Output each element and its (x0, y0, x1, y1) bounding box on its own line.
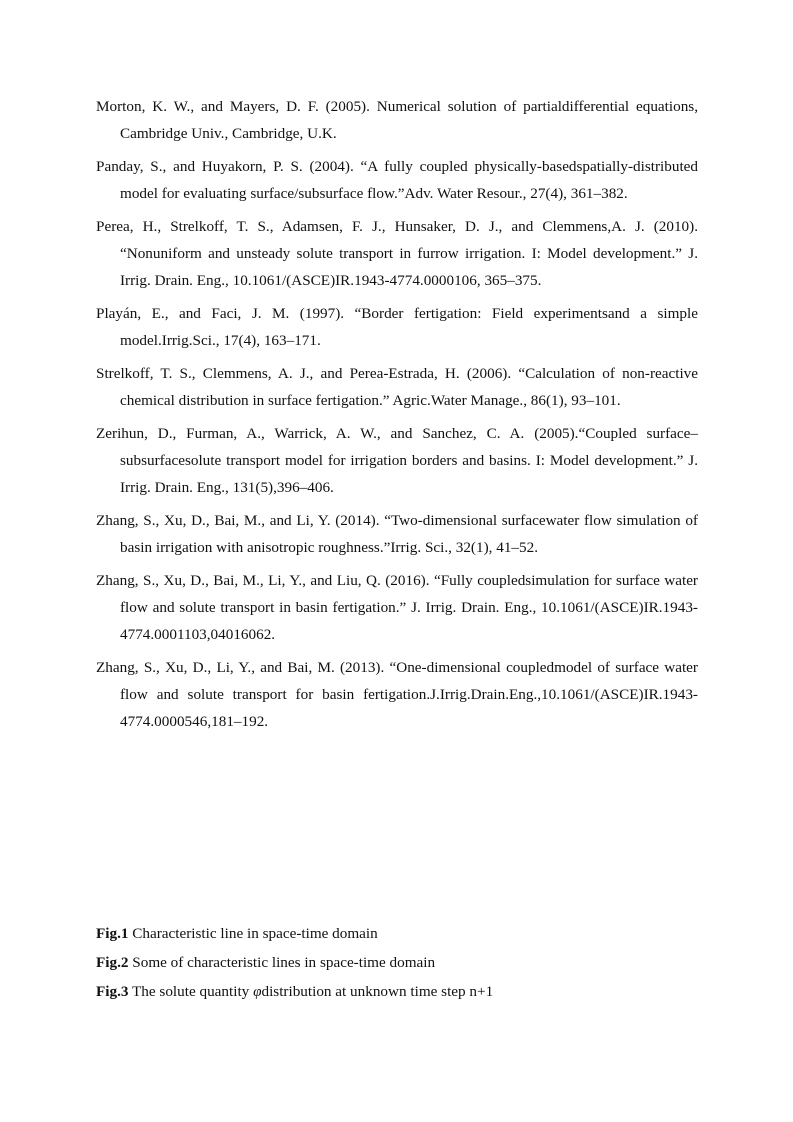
reference-list (96, 93, 698, 741)
reference-entry: Zhang, S., Xu, D., Bai, M., and Li, Y. (2014). “Two-dimensional surfacewater flow simulation of basin irrigation with anisotropic roughness.”Irrig. Sci., 32(1), 41–52. (96, 512, 698, 556)
reference-entry: Zhang, S., Xu, D., Li, Y., and Bai, M. (2013). “One-dimensional coupledmodel of surface water flow and solute transport for basin fertigation.J.Irrig.Drain.Eng.,10.1061/(ASCE)IR.1943-4774.0000546,181–192. (96, 659, 698, 730)
reference-entry: Morton, K. W., and Mayers, D. F. (2005). Numerical solution of partialdifferential equations, Cambridge Univ., Cambridge, U.K. (96, 98, 698, 142)
reference-entry: Zhang, S., Xu, D., Bai, M., Li, Y., and Liu, Q. (2016). “Fully coupledsimulation for surface water flow and solute transport in basin fertigation.” J. Irrig. Drain. Eng., 10.1061/(ASCE)IR.1943-4774.0001103,04016062. (96, 572, 698, 643)
figure-caption-1 (96, 920, 698, 947)
reference-entry: Perea, H., Strelkoff, T. S., Adamsen, F. J., Hunsaker, D. J., and Clemmens,A. J. (2010). “Nonuniform and unsteady solute transport in furrow irrigation. I: Model development.” J. Irrig. Drain. Eng., 10.1061/(ASCE)IR.1943-4774.0000106, 365–375. (96, 218, 698, 289)
figure-caption-3 (96, 978, 698, 1005)
reference-entry: Playán, E., and Faci, J. M. (1997). “Border fertigation: Field experimentsand a simple model.Irrig.Sci., 17(4), 163–171. (96, 305, 698, 349)
figure-caption-2 (96, 949, 698, 976)
reference-entry: Strelkoff, T. S., Clemmens, A. J., and Perea-Estrada, H. (2006). “Calculation of non-reactive chemical distribution in surface fertigation.” Agric.Water Manage., 86(1), 93–101. (96, 365, 698, 409)
reference-entry: Panday, S., and Huyakorn, P. S. (2004). “A fully coupled physically-basedspatially-distributed model for evaluating surface/subsurface flow.”Adv. Water Resour., 27(4), 361–382. (96, 158, 698, 202)
figure-label: Fig.1 (96, 925, 129, 942)
reference-entry: Zerihun, D., Furman, A., Warrick, A. W., and Sanchez, C. A. (2005).“Coupled surface–subsurfacesolute transport model for irrigation borders and basins. I: Model development.” J. Irrig. Drain. Eng., 131(5),396–406. (96, 425, 698, 496)
figure-caption-text: Characteristic line in space-time domain (128, 925, 378, 942)
figure-caption-text: The solute quantity (128, 983, 254, 1000)
phi-symbol: φ (253, 983, 262, 1000)
figure-caption-list (96, 920, 698, 1007)
figure-label: Fig.3 (96, 983, 129, 1000)
figure-caption-text: distribution at unknown time step n+1 (261, 983, 494, 1000)
figure-caption-text: Some of characteristic lines in space-time domain (128, 954, 436, 971)
figure-label: Fig.2 (96, 954, 129, 971)
